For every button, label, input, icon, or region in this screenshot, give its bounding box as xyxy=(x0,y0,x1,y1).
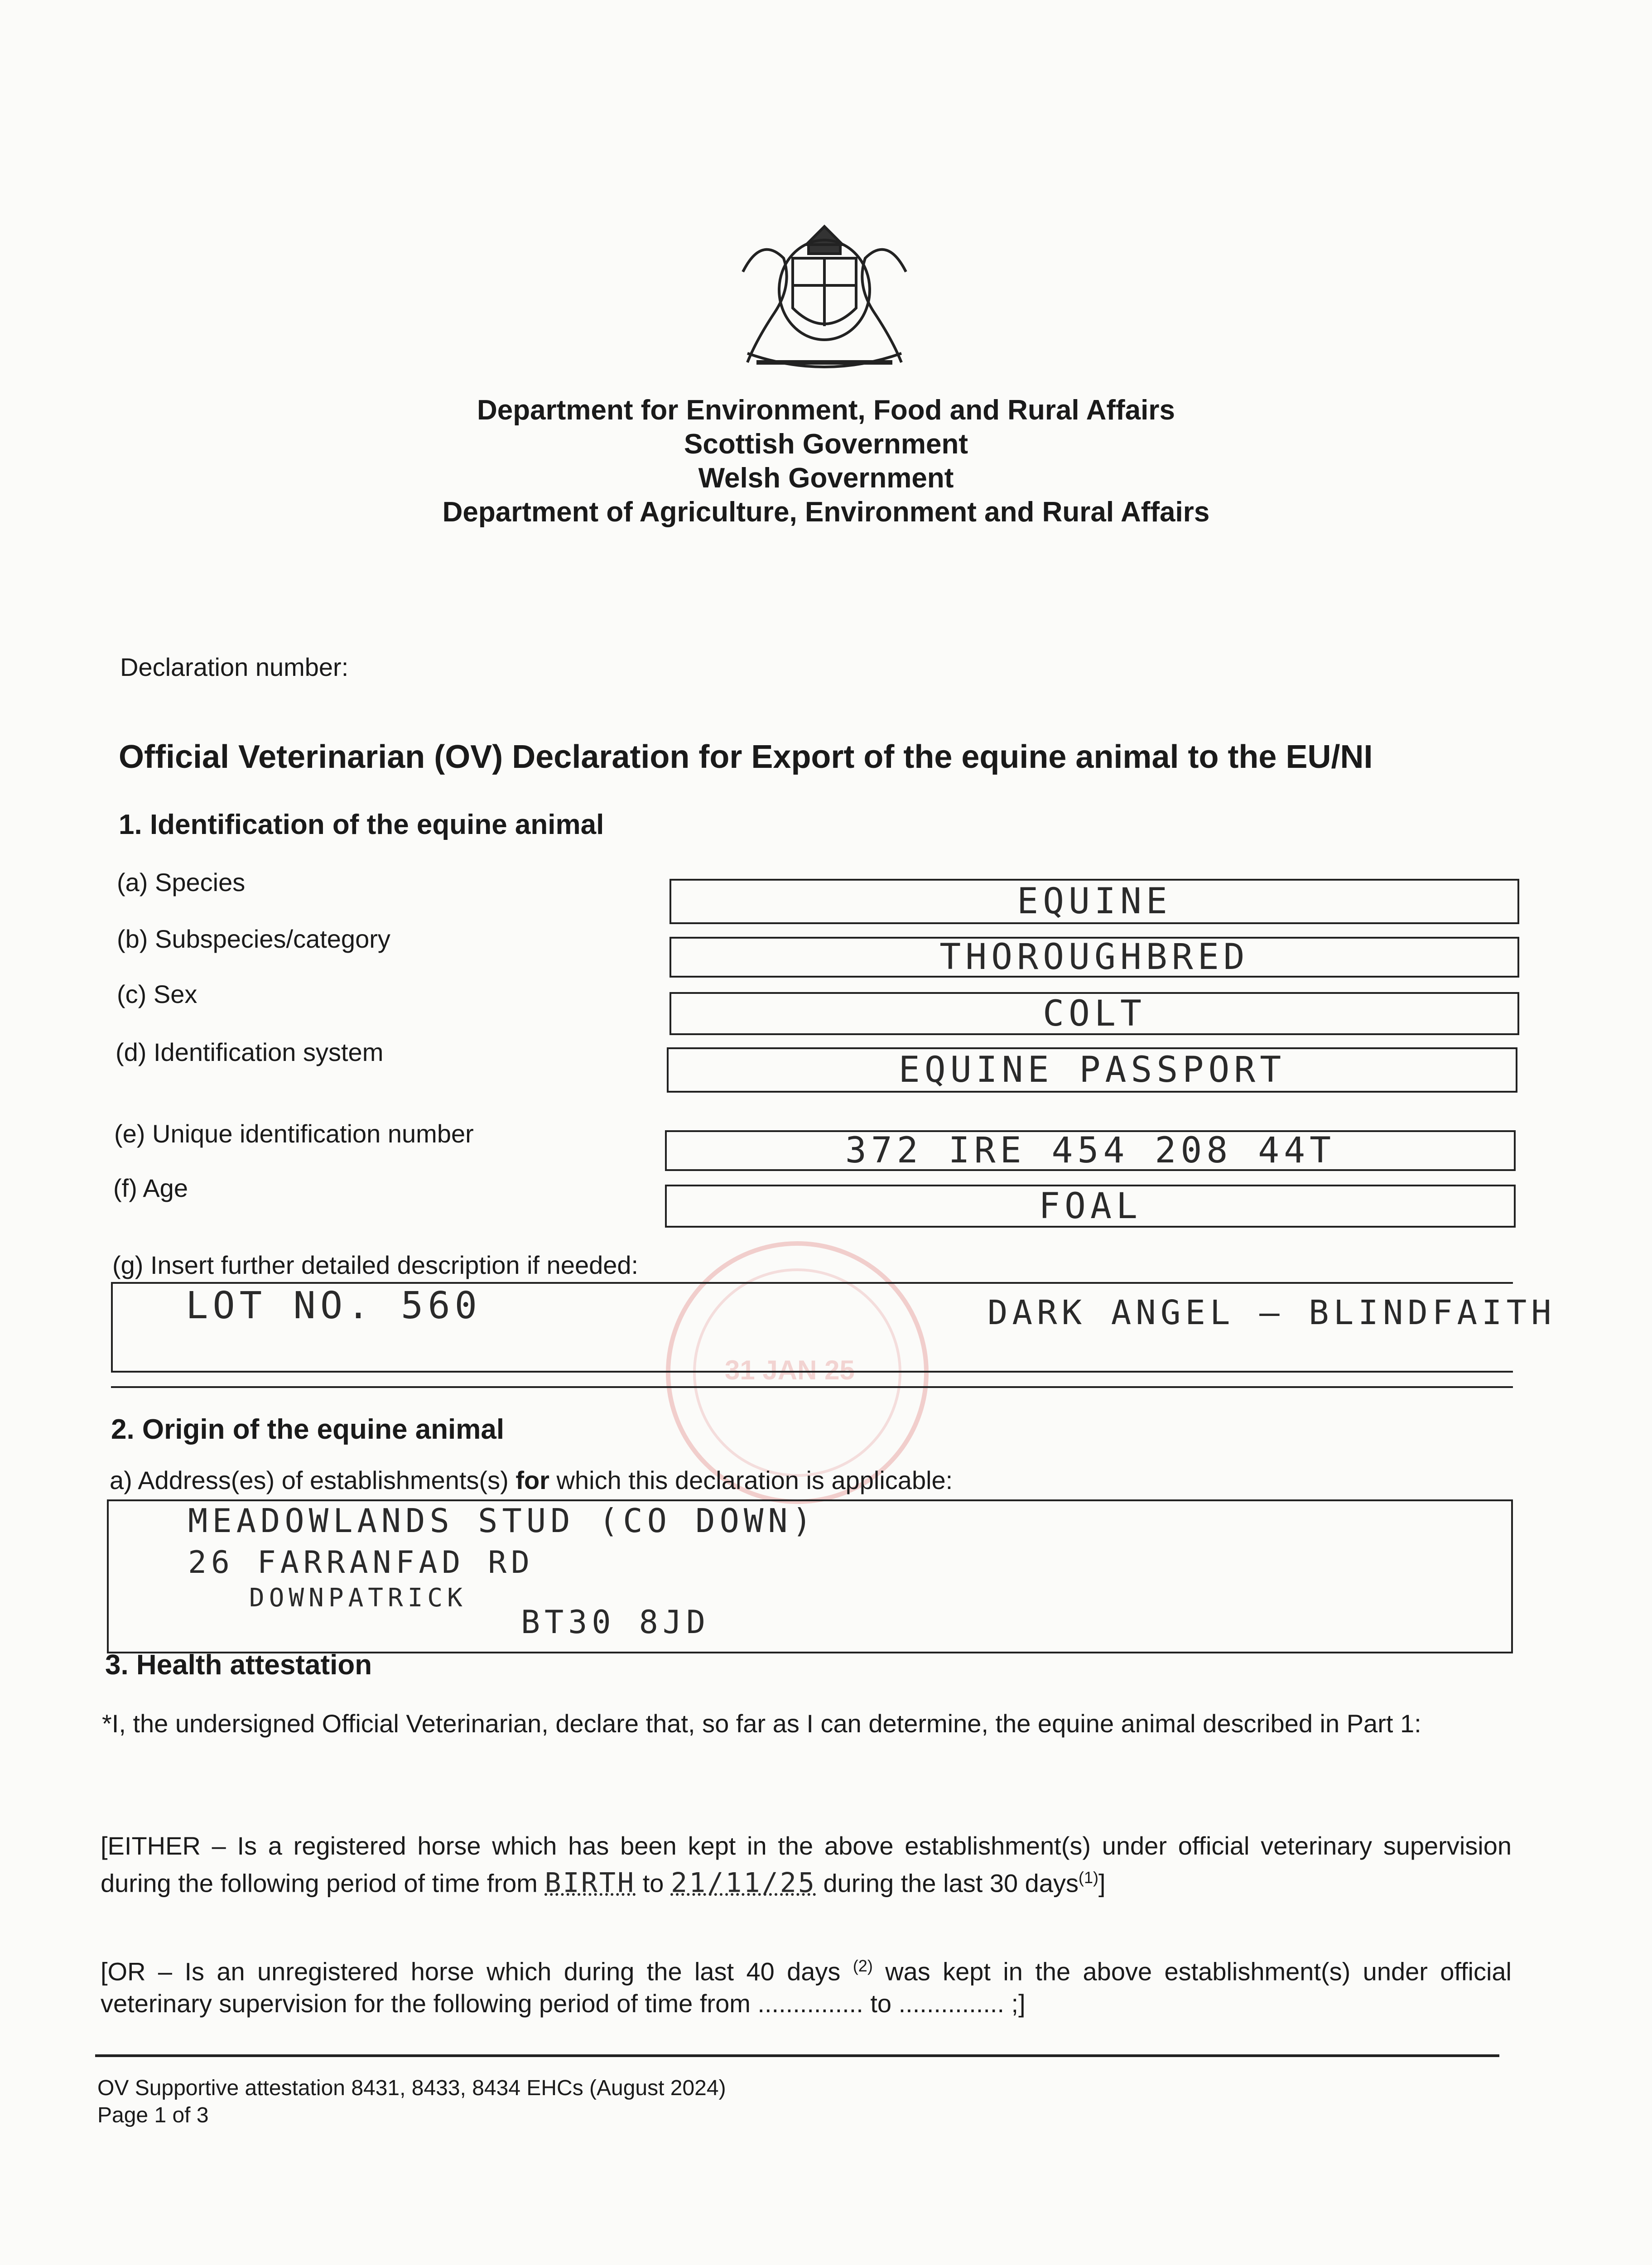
unique-id-value: 372 IRE 454 208 44T xyxy=(845,1130,1336,1171)
address-line-3: DOWNPATRICK xyxy=(249,1583,467,1613)
species-field[interactable] xyxy=(669,879,1519,924)
description-underline xyxy=(111,1386,1513,1388)
subspecies-field[interactable] xyxy=(669,937,1519,978)
sex-field[interactable] xyxy=(669,992,1519,1035)
subspecies-label: (b) Subspecies/category xyxy=(117,925,390,953)
department-welsh-government: Welsh Government xyxy=(698,463,954,494)
footer-attestation: OV Supportive attestation 8431, 8433, 8434 EHCs (August 2024) xyxy=(97,2076,726,2100)
description-label: (g) Insert further detailed description if needed: xyxy=(112,1251,639,1279)
section2-heading: 2. Origin of the equine animal xyxy=(111,1414,505,1445)
description-lot-number: LOT NO. 560 xyxy=(186,1284,482,1327)
sex-value: COLT xyxy=(1043,993,1146,1034)
address-line-4: BT30 8JD xyxy=(521,1604,710,1641)
footer-rule xyxy=(95,2054,1499,2057)
species-label: (a) Species xyxy=(117,868,246,896)
health-attestation-intro: *I, the undersigned Official Veterinarian, declare that, so far as I can determine, the equine animal described in Part 1: xyxy=(102,1709,1421,1738)
identification-system-value: EQUINE PASSPORT xyxy=(898,1050,1286,1090)
department-defra: Department for Environment, Food and Rural Affairs xyxy=(477,395,1175,426)
page-title: Official Veterinarian (OV) Declaration for Export of the equine animal to the EU/NI xyxy=(119,739,1373,775)
department-daera: Department of Agriculture, Environment and Rural Affairs xyxy=(442,496,1210,528)
address-line-1: MEADOWLANDS STUD (CO DOWN) xyxy=(188,1502,817,1540)
royal-coat-of-arms-icon xyxy=(716,217,933,381)
official-stamp-date: 31 JAN 25 xyxy=(725,1355,855,1385)
department-scottish-government: Scottish Government xyxy=(684,429,968,460)
age-value: FOAL xyxy=(1039,1186,1142,1227)
or-clause: [OR – Is an unregistered horse which during the last 40 days $^{(2)}$ was kept in the above establishment(s) under official veterinary supervision for the following period of time from ............... to ............... ;] xyxy=(101,1957,1512,2018)
address-label: a) Address(es) of establishments(s) for which this declaration is applicable: xyxy=(110,1466,953,1494)
either-clause: [EITHER – Is a registered horse which has been kept in the above establishment(s) under official veterinary supervision during the following period of time from BIRTH to 21/11/25 during the last 30 days$^{(1)}$] xyxy=(101,1831,1512,1899)
footer-page-number: Page 1 of 3 xyxy=(97,2103,209,2127)
unique-id-field[interactable] xyxy=(665,1130,1516,1171)
sex-label: (c) Sex xyxy=(117,980,197,1008)
identification-system-field[interactable] xyxy=(667,1047,1517,1093)
description-breeding: DARK ANGEL – BLINDFAITH xyxy=(987,1293,1556,1332)
unique-id-label: (e) Unique identification number xyxy=(114,1119,474,1148)
section1-heading: 1. Identification of the equine animal xyxy=(119,809,604,840)
address-line-2: 26 FARRANFAD RD xyxy=(188,1545,535,1581)
age-label: (f) Age xyxy=(113,1174,188,1202)
section3-heading: 3. Health attestation xyxy=(105,1649,372,1681)
either-to-value: 21/11/25 xyxy=(670,1867,816,1899)
identification-system-label: (d) Identification system xyxy=(116,1038,384,1066)
species-value: EQUINE xyxy=(1017,881,1172,922)
declaration-number-label: Declaration number: xyxy=(120,653,349,681)
subspecies-value: THOROUGHBRED xyxy=(939,937,1249,978)
age-field[interactable] xyxy=(665,1185,1516,1228)
either-from-value: BIRTH xyxy=(544,1867,636,1899)
